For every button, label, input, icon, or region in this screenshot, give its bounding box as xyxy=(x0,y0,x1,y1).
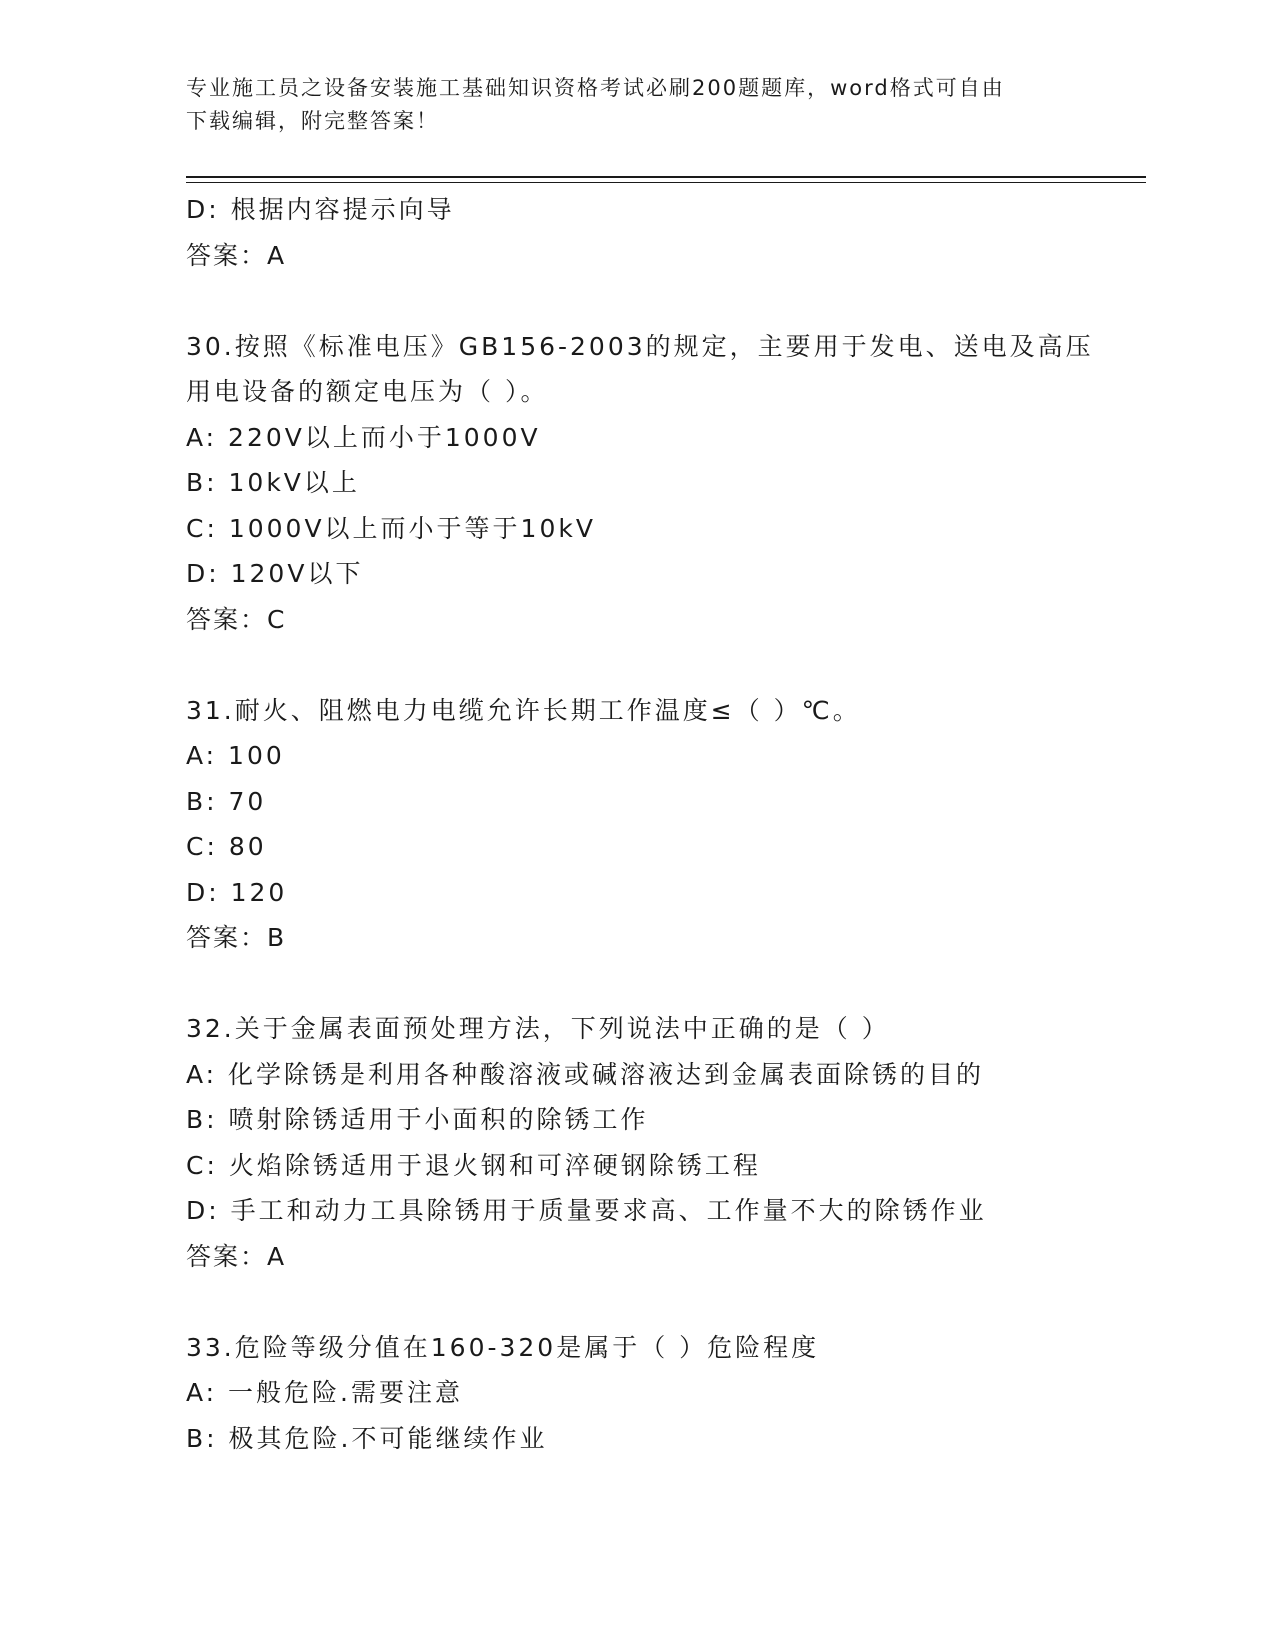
option-a: A: 100 xyxy=(186,741,285,770)
question-stem: 31.耐火、阻燃电力电缆允许长期工作温度≤（ ）℃。 xyxy=(186,695,861,725)
question-32 xyxy=(186,1006,1146,1279)
header-title-line-1: 专业施工员之设备安装施工基础知识资格考试必刷200题题库，word格式可自由 xyxy=(186,76,1005,100)
option-a: A: 化学除锈是利用各种酸溶液或碱溶液达到金属表面除锈的目的 xyxy=(186,1059,985,1089)
option-d: D: 手工和动力工具除锈用于质量要求高、工作量不大的除锈作业 xyxy=(186,1196,987,1225)
option-a: A: 一般危险.需要注意 xyxy=(186,1378,463,1407)
question-stem: 32.关于金属表面预处理方法，下列说法中正确的是（ ） xyxy=(186,1014,890,1043)
option-c: C: 1000V以上而小于等于10kV xyxy=(186,513,596,543)
answer: 答案：B xyxy=(186,923,287,952)
option-b: B: 70 xyxy=(186,786,267,816)
answer: 答案：A xyxy=(186,240,287,270)
header-title-line-2: 下载编辑，附完整答案！ xyxy=(186,109,439,133)
question-list xyxy=(186,187,1146,1461)
option-a: A: 220V以上而小于1000V xyxy=(186,422,541,452)
option-c: C: 80 xyxy=(186,832,267,861)
question-33 xyxy=(186,1325,1146,1462)
question-stem: 33.危险等级分值在160-320是属于（ ）危险程度 xyxy=(186,1332,820,1362)
option-b: B: 极其危险.不可能继续作业 xyxy=(186,1423,548,1453)
spacer xyxy=(186,278,1146,324)
option-d: D: 根据内容提示向导 xyxy=(186,195,455,224)
document-header xyxy=(186,72,1086,138)
option-b: B: 喷射除锈适用于小面积的除锈工作 xyxy=(186,1105,649,1134)
spacer xyxy=(186,961,1146,1007)
question-30 xyxy=(186,324,1146,643)
answer: 答案：C xyxy=(186,604,287,634)
question-29-tail xyxy=(186,187,1146,278)
option-c: C: 火焰除锈适用于退火钢和可淬硬钢除锈工程 xyxy=(186,1150,761,1180)
question-stem-continued: 用电设备的额定电压为（ ）。 xyxy=(186,377,549,406)
answer: 答案：A xyxy=(186,1241,287,1271)
header-rule-thick xyxy=(186,176,1146,178)
option-b: B: 10kV以上 xyxy=(186,468,360,497)
header-rule-thin xyxy=(186,182,1146,183)
spacer xyxy=(186,1279,1146,1325)
spacer xyxy=(186,642,1146,688)
question-31 xyxy=(186,688,1146,961)
question-stem: 30.按照《标准电压》GB156-2003的规定，主要用于发电、送电及高压 xyxy=(186,331,1094,361)
option-d: D: 120V以下 xyxy=(186,559,364,588)
option-d: D: 120 xyxy=(186,877,288,907)
